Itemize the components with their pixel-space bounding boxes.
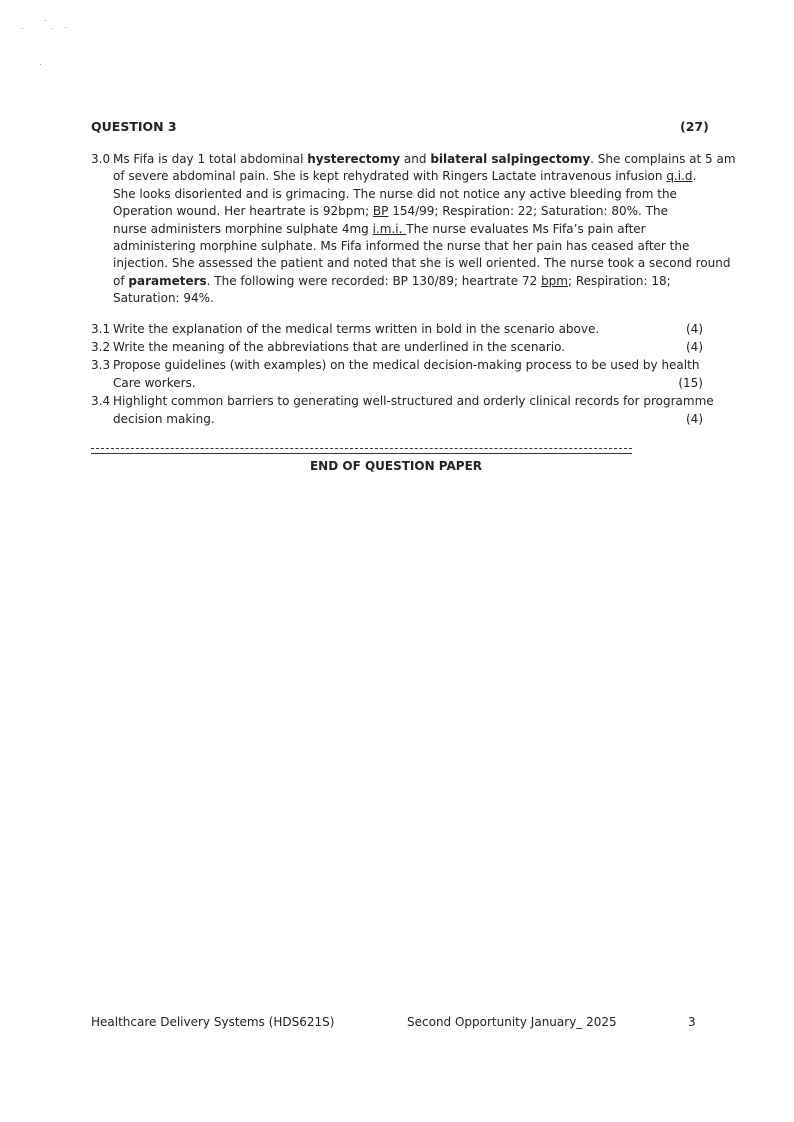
scan-speck xyxy=(65,27,66,28)
scenario-line: She looks disoriented and is grimacing. The nurse did not notice any active bleeding from the xyxy=(113,186,677,201)
end-of-paper-label: END OF QUESTION PAPER xyxy=(309,459,483,473)
subquestion-3-4: 3.4 Highlight common barriers to generating well-structured and orderly clinical records for programme decision making. (4) xyxy=(91,394,714,426)
scenario-line: Saturation: 94%. xyxy=(113,291,214,306)
scenario-number: 3.0 xyxy=(91,152,111,166)
subquestion-3-1: 3.1 Write the explanation of the medical terms written in bold in the scenario above. (4) xyxy=(91,322,703,336)
scenario-line: administering morphine sulphate. Ms Fifa informed the nurse that her pain has ceased after the xyxy=(113,239,690,254)
subquestion-text: Propose guidelines (with examples) on the medical decision-making process to be used by health xyxy=(113,358,700,372)
bold-term: hysterectomy xyxy=(307,152,401,166)
subquestion-marks: (4) xyxy=(686,412,703,426)
subquestion-text-continued: Care workers. xyxy=(113,376,196,390)
underlined-abbreviation: q.i.d xyxy=(666,169,693,184)
scenario-line: Operation wound. Her heartrate is 92bpm; BP 154/99; Respiration: 22; Saturation: 80%. The xyxy=(113,204,668,219)
scan-speck xyxy=(45,20,46,21)
dashed-divider xyxy=(91,448,632,449)
scenario-line: injection. She assessed the patient and noted that she is well oriented. The nurse took a second round xyxy=(113,256,731,271)
subquestion-text: Write the explanation of the medical terms written in bold in the scenario above. xyxy=(113,322,600,336)
footer-course: Healthcare Delivery Systems (HDS621S) xyxy=(91,1015,335,1029)
subquestion-3-3: 3.3 Propose guidelines (with examples) on the medical decision-making process to be used by health Care workers. (15) xyxy=(91,358,703,390)
subquestion-marks: (4) xyxy=(686,340,703,354)
subquestion-text-continued: decision making. xyxy=(113,412,215,426)
footer-opportunity: Second Opportunity January_ 2025 xyxy=(407,1015,617,1029)
bold-term: parameters xyxy=(128,273,207,288)
scenario-line: Ms Fifa is day 1 total abdominal hysterectomy and bilateral salpingectomy. She complains at 5 am xyxy=(113,152,736,166)
subquestion-text: Write the meaning of the abbreviations that are underlined in the scenario. xyxy=(113,340,566,354)
footer-page-number: 3 xyxy=(688,1015,696,1029)
underlined-abbreviation: bpm xyxy=(541,273,568,288)
scenario-line: of parameters. The following were recorded: BP 130/89; heartrate 72 bpm; Respiration: 18; xyxy=(113,273,671,288)
underlined-abbreviation: i.m.i. xyxy=(372,221,407,236)
subquestion-marks: (15) xyxy=(678,376,703,390)
scenario-paragraph xyxy=(91,151,736,308)
question-title: QUESTION 3 xyxy=(91,119,177,134)
scan-speck xyxy=(40,64,41,65)
underlined-abbreviation: BP xyxy=(372,204,389,219)
solid-divider xyxy=(91,453,632,454)
question-total-marks: (27) xyxy=(680,119,709,134)
scenario-line: of severe abdominal pain. She is kept rehydrated with Ringers Lactate intravenous infusion q.i.d. xyxy=(113,169,697,184)
subquestion-marks: (4) xyxy=(686,322,703,336)
subquestion-text: Highlight common barriers to generating well-structured and orderly clinical records for programme xyxy=(113,394,714,408)
bold-term: bilateral salpingectomy xyxy=(430,152,591,166)
scan-speck xyxy=(52,28,53,29)
scenario-line: nurse administers morphine sulphate 4mg i.m.i. The nurse evaluates Ms Fifa’s pain after xyxy=(113,221,646,236)
subquestion-3-2: 3.2 Write the meaning of the abbreviations that are underlined in the scenario. (4) xyxy=(91,340,703,354)
scan-speck xyxy=(22,28,23,29)
